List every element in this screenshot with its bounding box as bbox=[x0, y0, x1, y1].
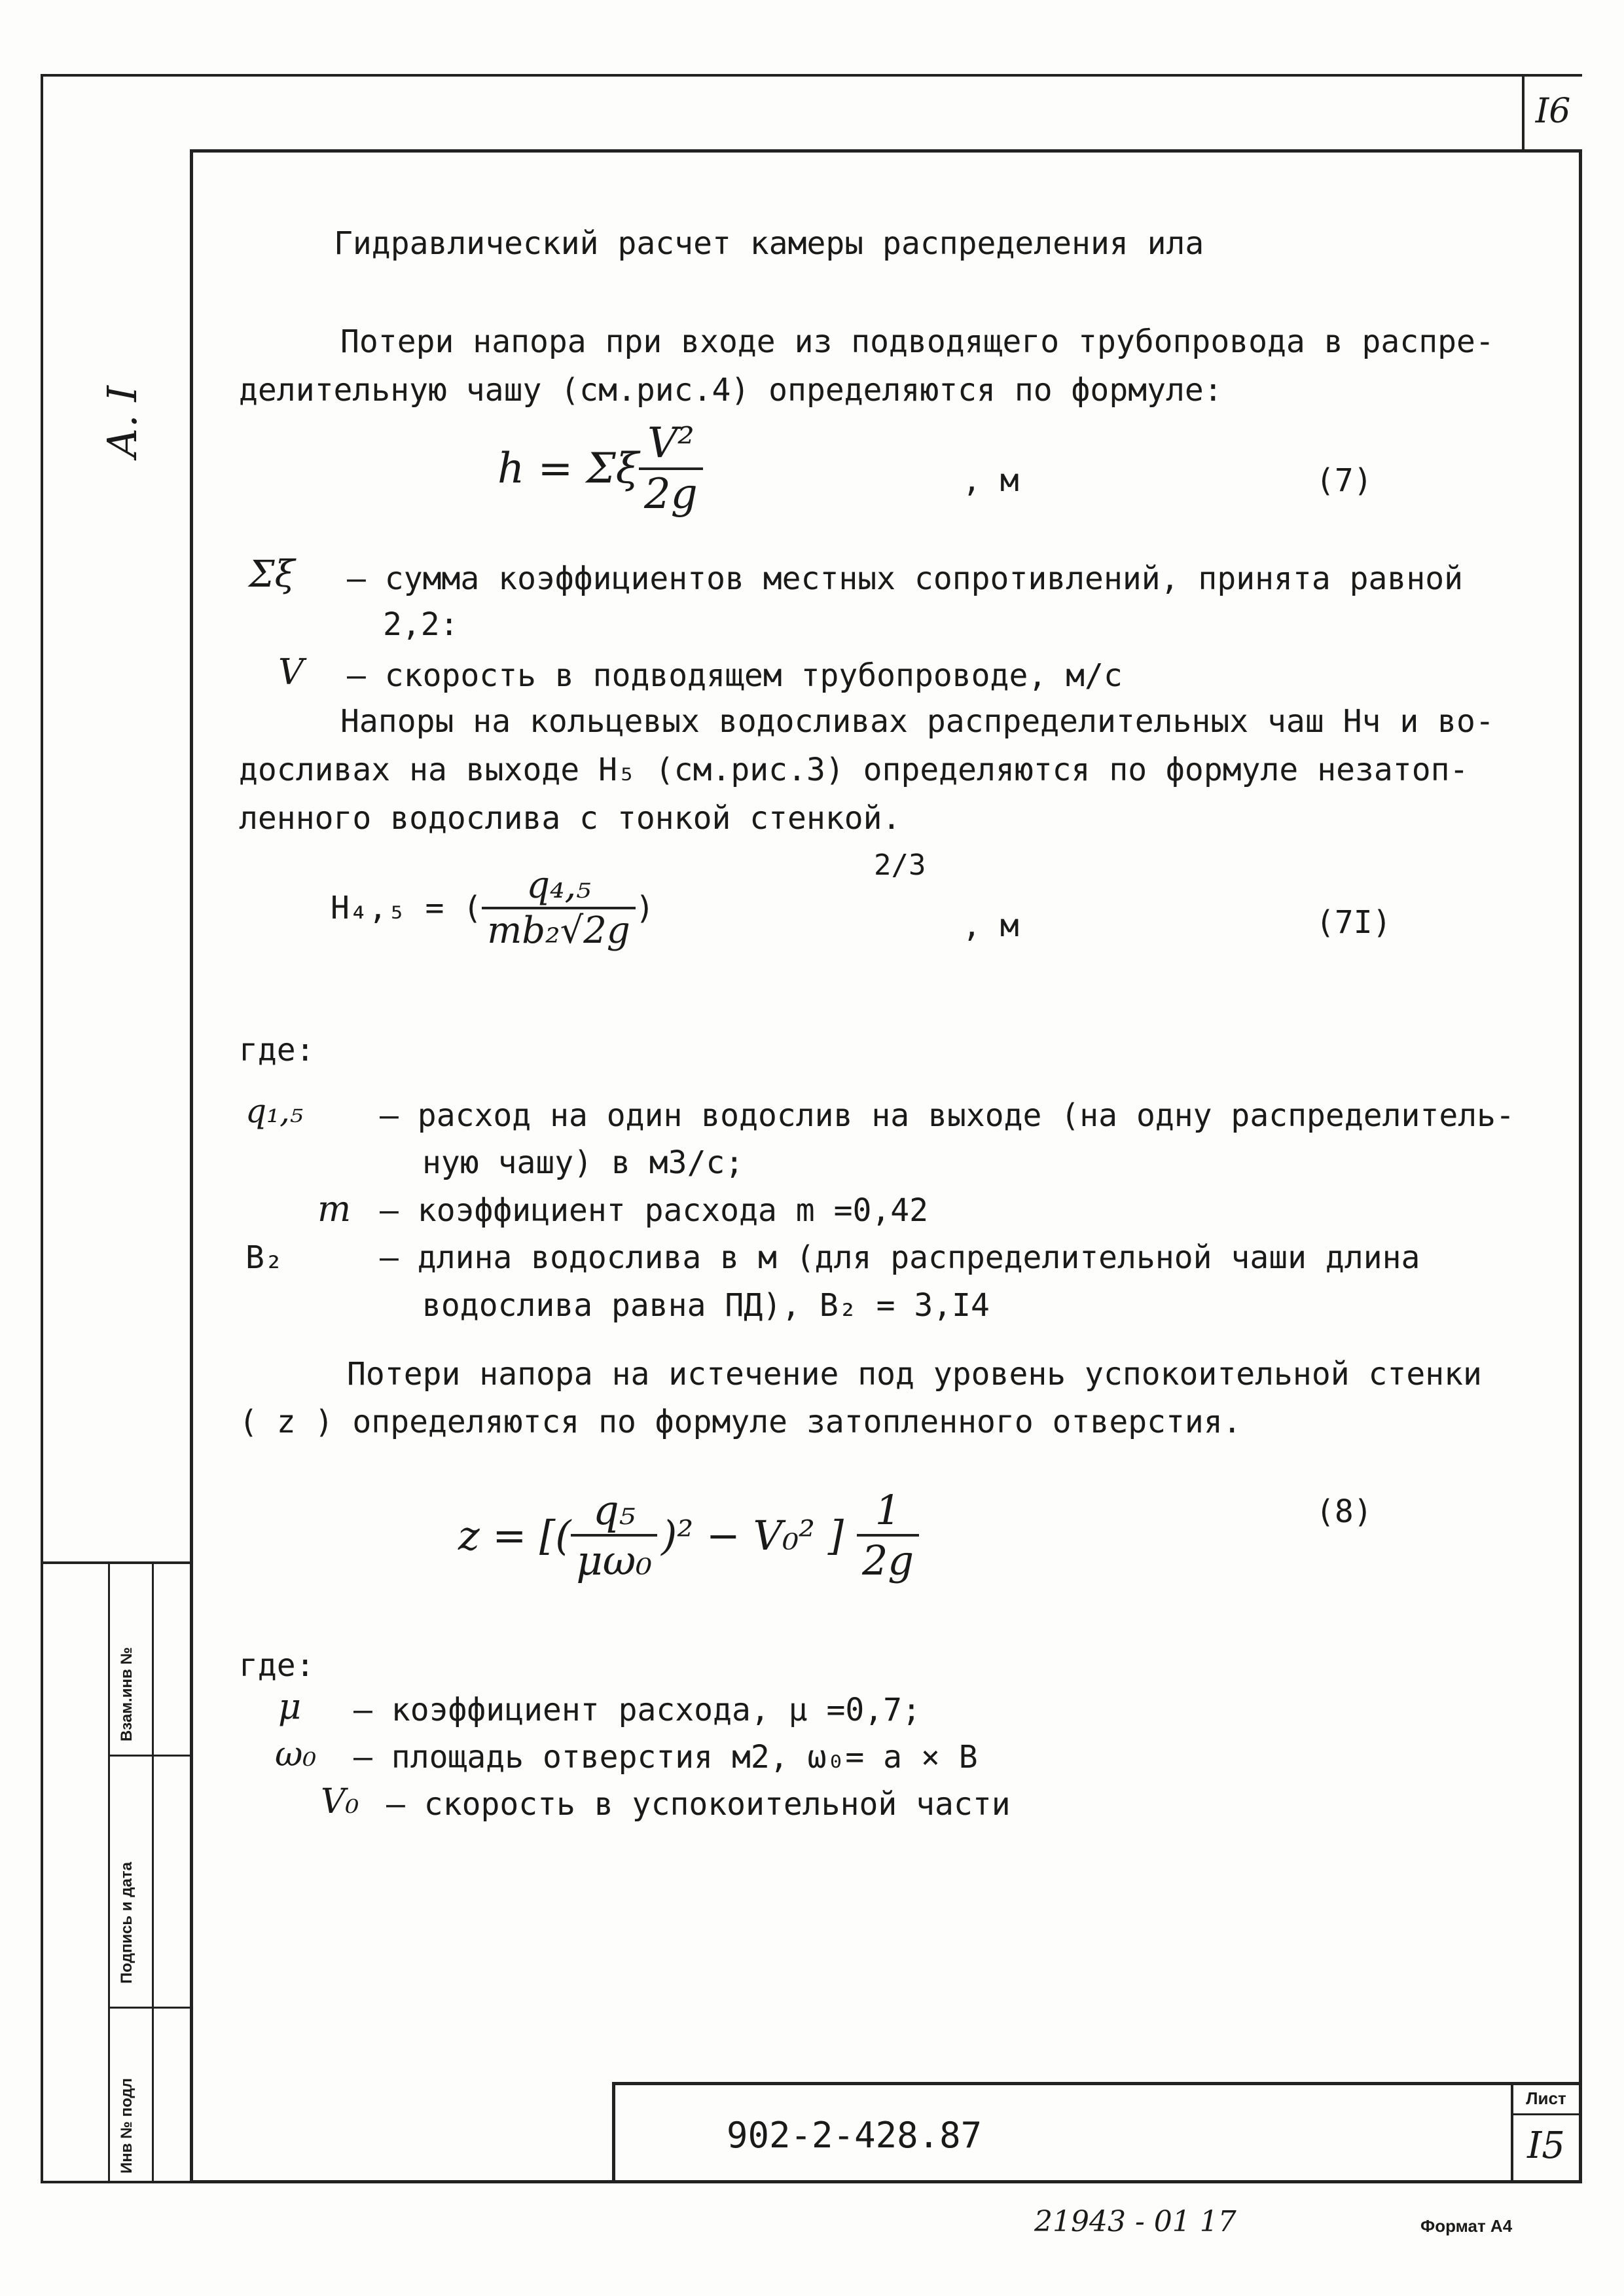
format-label: Формат А4 bbox=[1420, 2216, 1513, 2236]
def-q-text: – расход на один водослив на выходе (на одну распределитель- bbox=[380, 1097, 1515, 1134]
formula-7i-fraction bbox=[482, 864, 636, 952]
def-sum-xi-text: – сумма коэффициентов местных сопротивлений, принята равной bbox=[347, 560, 1464, 597]
sheet-number: I5 bbox=[1527, 2124, 1565, 2167]
def-q-cont: ную чашу) в м3/с; bbox=[422, 1144, 744, 1181]
formula-8-rest: )² − V₀² ] bbox=[661, 1511, 844, 1559]
def-sum-xi-cont: 2,2: bbox=[383, 606, 459, 643]
page-title: Гидравлический расчет камеры распределения ила bbox=[334, 225, 1204, 262]
para3-line2: ( z ) определяются по формуле затопленного отверстия. bbox=[239, 1404, 1242, 1440]
def-mu-text: – коэффициент расхода, μ =0,7; bbox=[353, 1692, 921, 1728]
def-v-text: – скорость в подводящем трубопроводе, м/с bbox=[347, 657, 1123, 694]
formula-7-unit: , м bbox=[962, 462, 1019, 499]
formula-8-den: μω₀ bbox=[571, 1534, 657, 1584]
def-b2-text: – длина водослива в м (для распределительной чаши длина bbox=[380, 1239, 1420, 1276]
stamp-row-line-1 bbox=[108, 1755, 190, 1757]
side-code: А. I bbox=[98, 386, 146, 458]
formula-7i-unit: , м bbox=[962, 907, 1019, 944]
def-v0-text: – скорость в успокоительной части bbox=[386, 1786, 1011, 1823]
formula-8-lhs: z = [( bbox=[458, 1511, 571, 1559]
sheet-label: Лист bbox=[1526, 2088, 1566, 2108]
formula-7i-lhs: Н₄,₅ = ( bbox=[331, 890, 482, 926]
formula-8-outer-fraction bbox=[857, 1486, 919, 1584]
sheet-cell-midline bbox=[1511, 2113, 1582, 2115]
formula-7i-power: 2/3 bbox=[874, 848, 926, 882]
def-omega-text: – площадь отверстия м2, ω₀= a × B bbox=[353, 1739, 978, 1776]
def-b2-symbol: В₂ bbox=[245, 1239, 283, 1276]
formula-7-num: V² bbox=[647, 419, 695, 467]
para1-line1: Потери напора при входе из подводящего трубопровода в распре- bbox=[340, 323, 1494, 360]
stamp-label-signature: Подпись и дата bbox=[118, 1862, 135, 1984]
def-omega-symbol: ω₀ bbox=[275, 1735, 317, 1774]
stamp-row-line-2 bbox=[108, 2007, 190, 2009]
stamp-area bbox=[41, 1561, 190, 2183]
formula-8-den2: 2g bbox=[857, 1534, 919, 1584]
formula-8-num: q₅ bbox=[593, 1486, 636, 1534]
stamp-label-inventory: Инв № подл bbox=[118, 2078, 135, 2174]
def-q-symbol: q₁,₅ bbox=[245, 1092, 303, 1130]
formula-7-den: 2g bbox=[639, 467, 703, 519]
def-b2-cont: водослива равна ПД), В₂ = 3,I4 bbox=[422, 1287, 990, 1324]
def-mu-symbol: μ bbox=[278, 1686, 302, 1727]
def-v-symbol: V bbox=[278, 651, 304, 693]
def-sum-xi-symbol: Σξ bbox=[249, 553, 295, 596]
formula-7-number: (7) bbox=[1316, 462, 1373, 499]
def-m-symbol: m bbox=[317, 1188, 352, 1230]
formula-8-inner-fraction bbox=[571, 1486, 657, 1584]
where-label-2: где: bbox=[239, 1647, 315, 1684]
def-v0-symbol: V₀ bbox=[321, 1782, 359, 1821]
para2-line3: ленного водослива с тонкой стенкой. bbox=[239, 800, 901, 837]
formula-7-fraction bbox=[639, 419, 703, 519]
formula-7 bbox=[497, 419, 703, 519]
formula-7i bbox=[331, 864, 655, 952]
formula-7i-close: ) bbox=[635, 890, 655, 926]
formula-7i-number: (7I) bbox=[1316, 904, 1392, 941]
formula-7i-num: q₄,₅ bbox=[526, 864, 591, 907]
stamp-divider-outer bbox=[108, 1561, 110, 2183]
para1-line2: делительную чашу (см.рис.4) определяются по формуле: bbox=[239, 372, 1223, 409]
archive-code: 21943 - 01 17 bbox=[1034, 2205, 1236, 2238]
formula-7-lhs: h = Σξ bbox=[497, 445, 640, 493]
para2-line1: Напоры на кольцевых водосливах распределительных чаш Нч и во- bbox=[340, 703, 1494, 740]
def-m-text: – коэффициент расхода m =0,42 bbox=[380, 1192, 929, 1229]
inner-frame bbox=[190, 149, 1582, 2183]
para2-line2: досливах на выходе Н₅ (см.рис.3) определяются по формуле незатоп- bbox=[239, 752, 1469, 788]
para3-line1: Потери напора на истечение под уровень успокоительной стенки bbox=[347, 1356, 1482, 1393]
stamp-divider-inner bbox=[152, 1561, 154, 2183]
formula-8-number: (8) bbox=[1316, 1493, 1373, 1530]
formula-8-num2: 1 bbox=[875, 1486, 901, 1534]
document-code: 902-2-428.87 bbox=[727, 2115, 983, 2156]
corner-page-number: I6 bbox=[1535, 92, 1571, 131]
formula-8 bbox=[458, 1486, 919, 1584]
stamp-label-replacement: Взам.инв № bbox=[118, 1647, 135, 1741]
where-label-1: где: bbox=[239, 1032, 315, 1068]
formula-7i-den: mb₂√2g bbox=[482, 907, 636, 952]
